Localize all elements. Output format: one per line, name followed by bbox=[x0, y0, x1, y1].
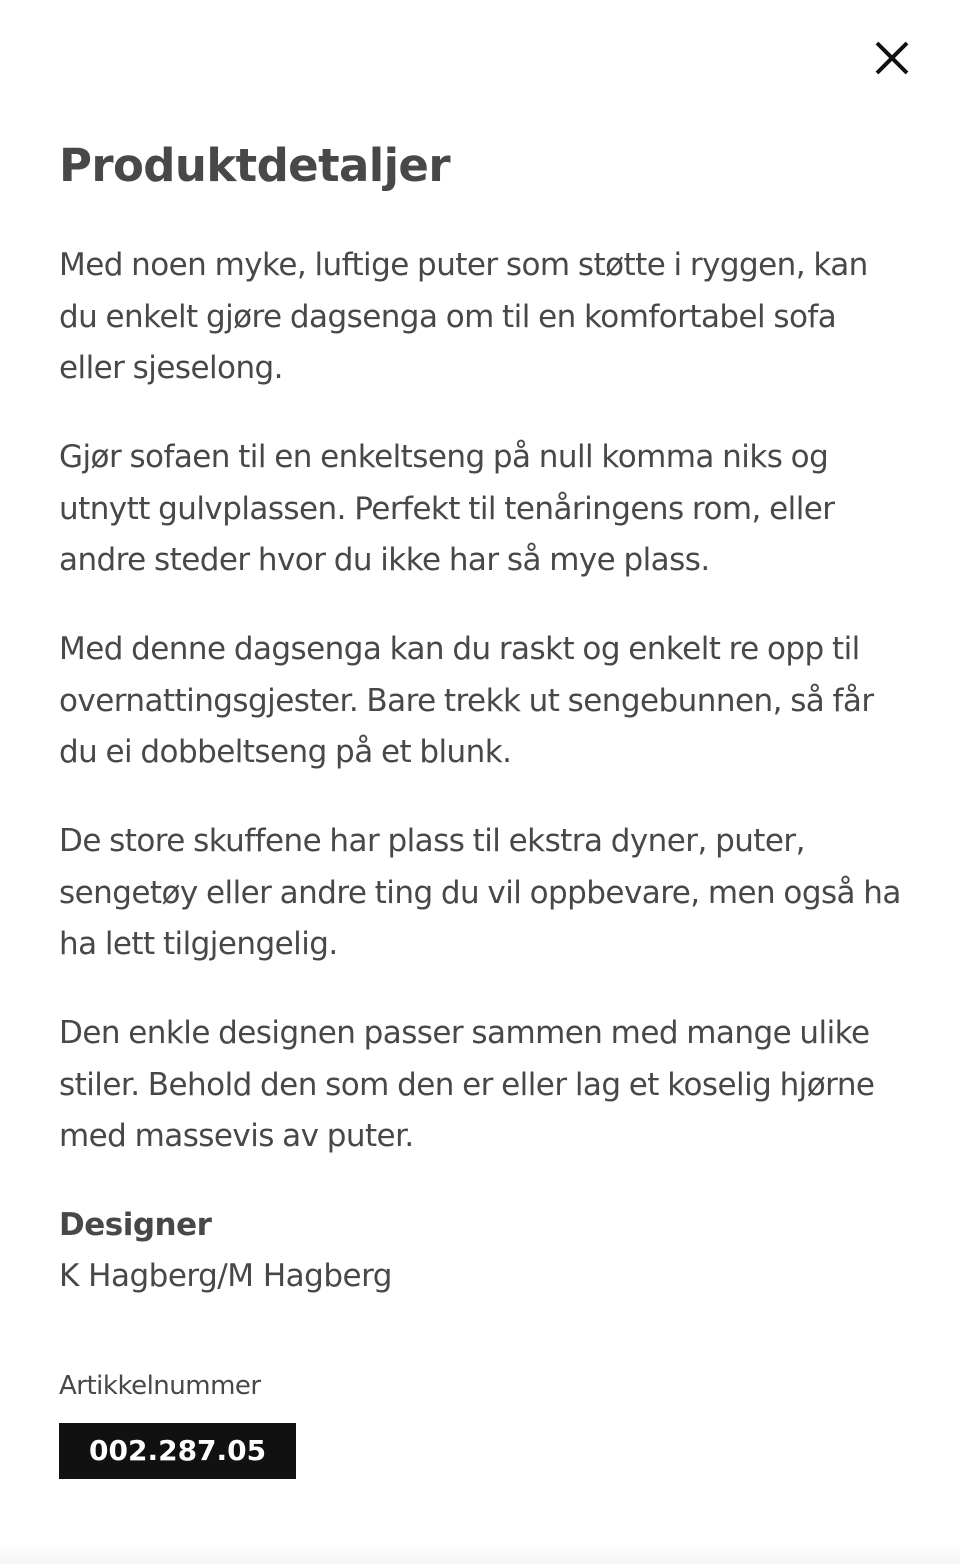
designer-section bbox=[59, 1200, 909, 1302]
modal-content bbox=[59, 128, 909, 1479]
article-number-badge[interactable]: 002.287.05 bbox=[59, 1423, 296, 1479]
description-paragraph-2: Gjør sofaen til en enkeltseng på null komma niks og utnytt gulvplassen. Perfekt til tenåringens rom, eller andre steder hvor du ikke har så mye plass. bbox=[59, 439, 835, 578]
designer-value: K Hagberg/M Hagberg bbox=[59, 1258, 392, 1294]
description-paragraph-4: De store skuffene har plass til ekstra dyner, puter, sengetøy eller andre ting du vil oppbevare, men også ha ha lett tilgjengelig. bbox=[59, 823, 901, 962]
description-paragraph-5: Den enkle designen passer sammen med mange ulike stiler. Behold den som den er eller lag et koselig hjørne med massevis av puter. bbox=[59, 1015, 875, 1154]
close-button[interactable] bbox=[864, 30, 920, 86]
designer-label: Designer bbox=[59, 1207, 212, 1243]
description-paragraph-1: Med noen myke, luftige puter som støtte i ryggen, kan du enkelt gjøre dagsenga om til en komfortabel sofa eller sjeselong. bbox=[59, 247, 868, 386]
bottom-fade bbox=[0, 1544, 960, 1564]
close-icon bbox=[875, 41, 909, 75]
modal-title: Produktdetaljer bbox=[59, 139, 450, 192]
article-number-section bbox=[59, 1366, 909, 1479]
description-paragraph-3: Med denne dagsenga kan du raskt og enkelt re opp til overnattingsgjester. Bare trekk ut sengebunnen, så får du ei dobbeltseng på et blunk. bbox=[59, 631, 874, 770]
article-number-label: Artikkelnummer bbox=[59, 1371, 261, 1401]
